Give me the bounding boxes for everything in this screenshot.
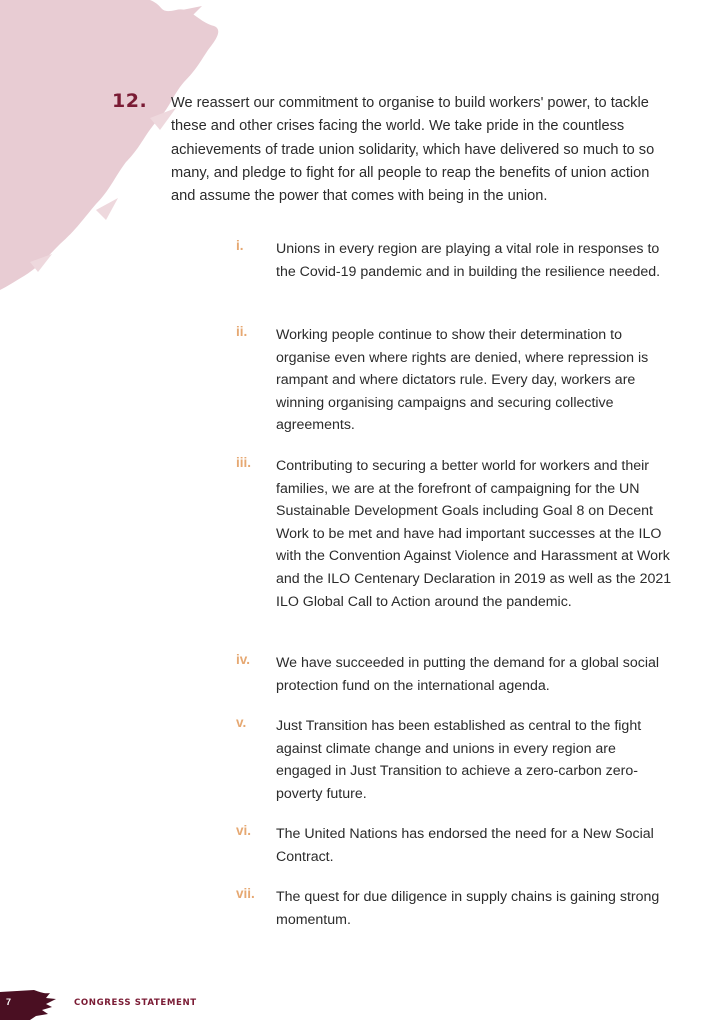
paragraph-text: We reassert our commitment to organise to build workers' power, to tackle these and other crises facing the world. We take pride in the countless achievements of trade union solidarity, which have delivered so much to so many, and pledge to fight for all people to reap the benefits of union action and assume the power that comes with being in the union. [171,95,655,205]
list-item-number: v. [236,715,247,730]
list-item-text: Working people continue to show their determination to organise even where rights are denied, where repression is rampant and where dictators rule. Every day, workers are winning organising campaigns and securing collective agreements. [276,327,649,434]
list-item-text: The quest for due diligence in supply chains is gaining strong momentum. [276,889,660,928]
list-item-text: The United Nations has endorsed the need for a New Social Contract. [276,826,654,865]
list-item-number: vi. [236,823,252,838]
page-number: 7 [6,997,12,1007]
list-item-number: vii. [236,886,255,901]
list-item-number: iv. [236,652,251,667]
paragraph-number: 12. [112,90,148,112]
list-item-number: i. [236,238,244,253]
list-item-text: We have succeeded in putting the demand for a global social protection fund on the international agenda. [276,655,660,694]
list-item-text: Unions in every region are playing a vital role in responses to the Covid-19 pandemic and in building the resilience needed. [276,241,661,280]
list-item-text: Contributing to securing a better world for workers and their families, we are at the forefront of campaigning for the UN Sustainable Development Goals including Goal 8 on Decent Work to be met and have had important successes at the ILO with the Convention Against Violence and Harassment at Work and the ILO Centenary Declaration in 2019 as well as the 2021 ILO Global Call to Action around the pandemic. [276,458,672,610]
list-item-text: Just Transition has been established as central to the fight against climate change and unions in every region are engaged in Just Transition to achieve a zero-carbon zero-poverty future. [276,718,642,802]
footer-section-label: CONGRESS STATEMENT [74,998,197,1008]
list-item-number: ii. [236,324,248,339]
list-item-number: iii. [236,455,252,470]
